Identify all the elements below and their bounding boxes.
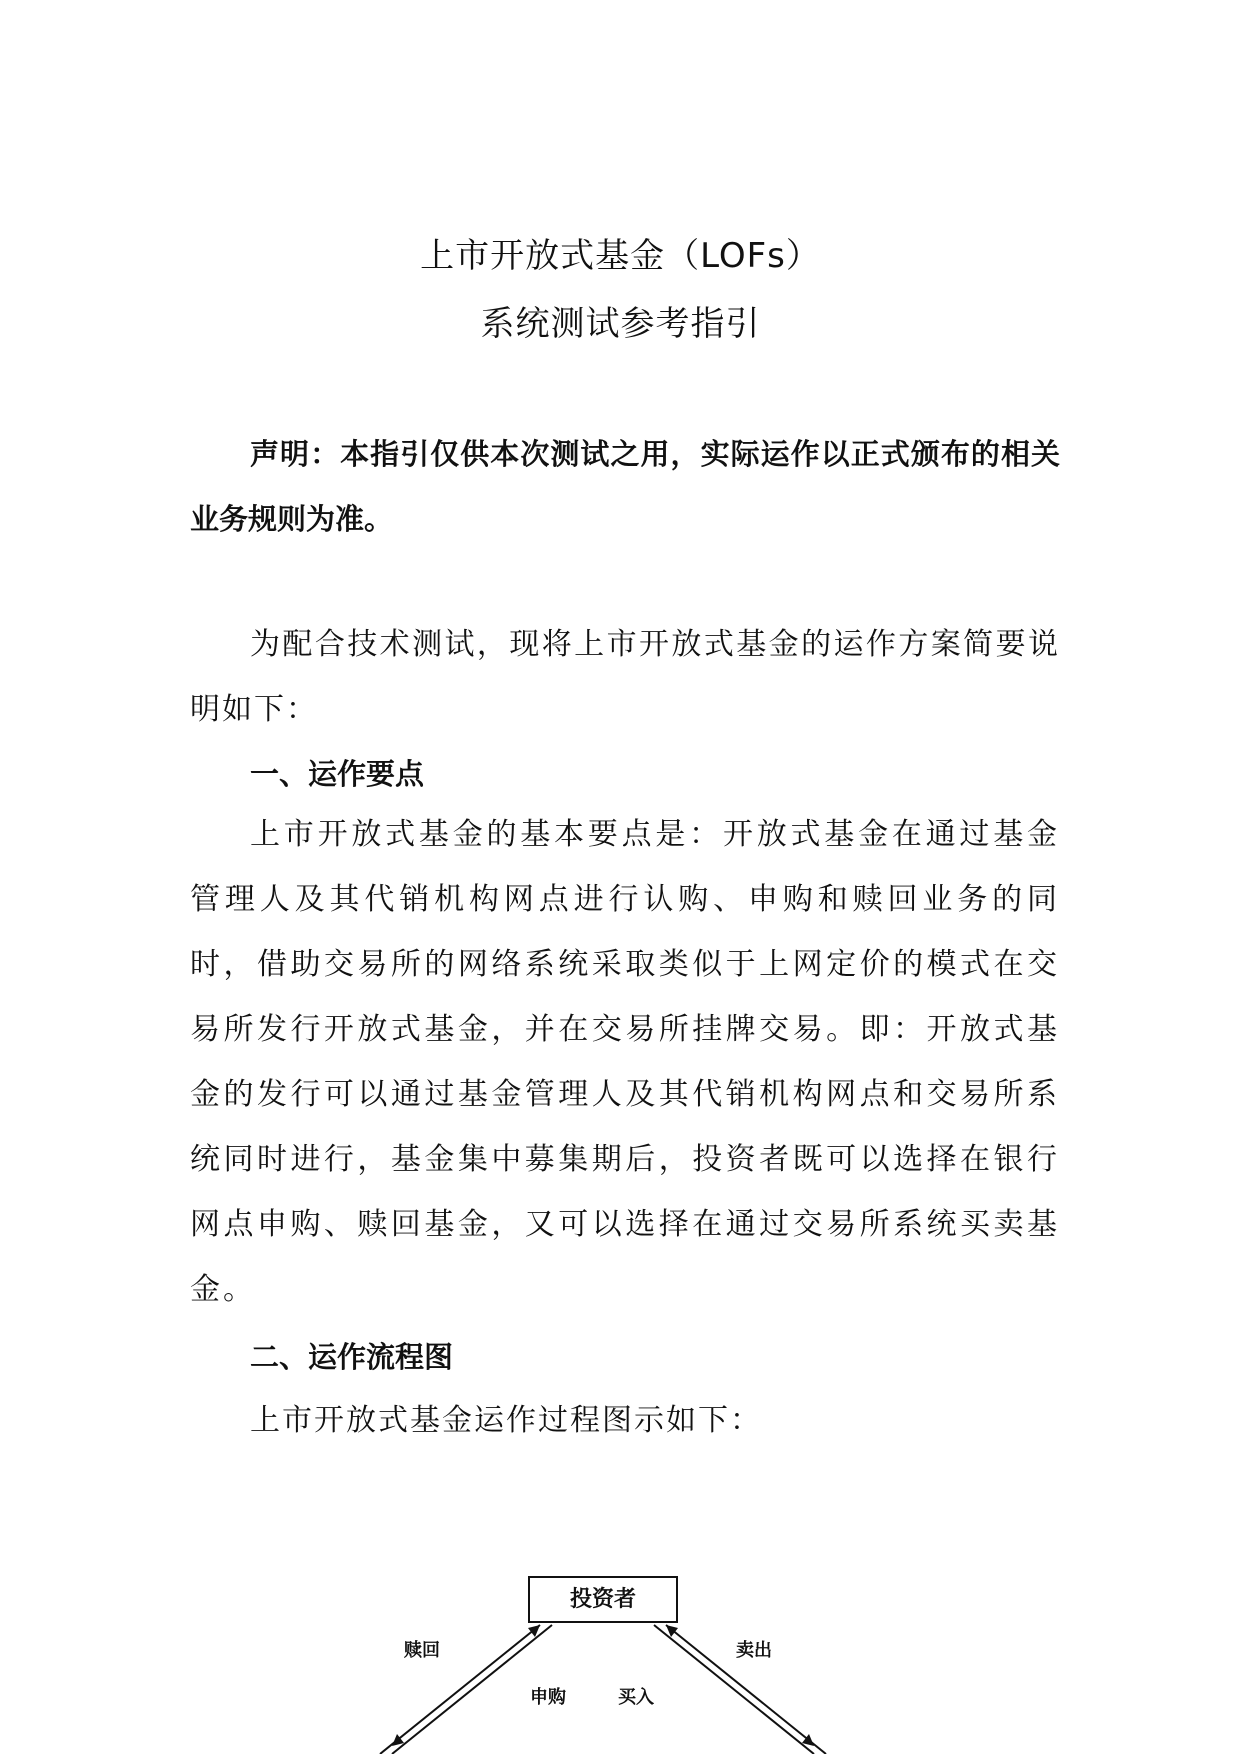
arrowhead-subscribe <box>392 1734 404 1746</box>
edge-label-sell: 卖出 <box>736 1640 772 1661</box>
intro-paragraph: 为配合技术测试，现将上市开放式基金的运作方案简要说明如下： <box>190 627 1060 727</box>
edge-label-subscribe: 申购 <box>530 1687 566 1708</box>
section-body-operation-points: 上市开放式基金的基本要点是：开放式基金在通过基金管理人及其代销机构网点进行认购、申购和赎回业务的同时，借助交易所的网络系统采取类似于上网定价的模式在交易所发行开放式基金，并在交易所挂牌交易。即：开放式基金的发行可以通过基金管理人及其代销机构网点和交易所系统同时进行，基金集中募集期后，投资者既可以选择在银行网点申购、赎回基金，又可以选择在通过交易所系统买卖基金。 <box>190 817 1060 1307</box>
edge-label-redeem: 赎回 <box>404 1640 440 1661</box>
section-heading-operation-points: 一、运作要点 <box>250 757 425 791</box>
arrowhead-redeem <box>528 1625 540 1637</box>
disclaimer-paragraph: 声明：本指引仅供本次测试之用，实际运作以正式颁布的相关业务规则为准。 <box>190 437 1060 536</box>
investor-node: 投资者 <box>528 1576 678 1623</box>
arrowhead-sell <box>666 1625 678 1637</box>
edge-label-buy: 买入 <box>618 1687 654 1708</box>
arrowhead-buy <box>802 1734 814 1746</box>
section-heading-flow-chart: 二、运作流程图 <box>250 1340 454 1374</box>
section-intro-flow-chart: 上市开放式基金运作过程图示如下： <box>250 1403 762 1438</box>
document-subtitle: 系统测试参考指引 <box>480 304 761 344</box>
edge-buy-line <box>654 1625 814 1754</box>
document-title: 上市开放式基金（LOFs） <box>420 236 821 276</box>
